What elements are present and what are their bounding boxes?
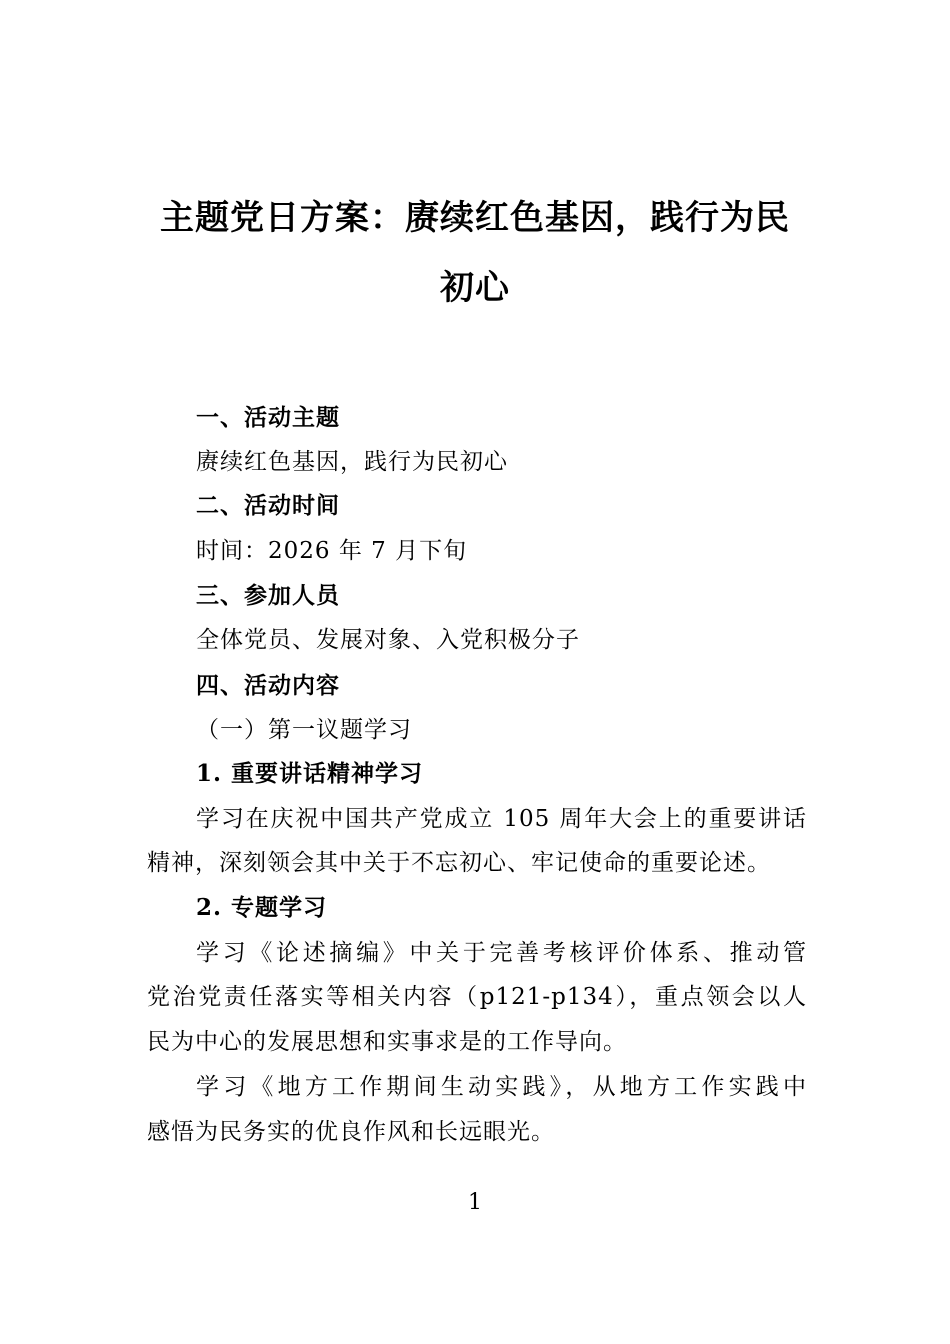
- section-heading-theme: 一、活动主题: [196, 405, 340, 431]
- section-heading-time: 二、活动时间: [196, 493, 340, 519]
- section-text-theme: 赓续红色基因，践行为民初心: [196, 449, 508, 475]
- item-heading-speech-study: 1. 重要讲话精神学习: [196, 760, 424, 787]
- section-heading-participants: 三、参加人员: [196, 583, 340, 609]
- paragraph-line: 民为中心的发展思想和实事求是的工作导向。: [147, 1029, 627, 1055]
- subsection-heading-first-topic: （一）第一议题学习: [196, 717, 412, 743]
- paragraph-line: 学习《论述摘编》中关于完善考核评价体系、推动管: [196, 940, 807, 966]
- section-heading-content: 四、活动内容: [196, 673, 340, 699]
- document-title-line-2: 初心: [440, 268, 510, 308]
- section-text-participants: 全体党员、发展对象、入党积极分子: [196, 627, 580, 653]
- paragraph-line: 精神，深刻领会其中关于不忘初心、牢记使命的重要论述。: [147, 850, 771, 876]
- page-number: 1: [468, 1190, 482, 1215]
- paragraph-line: 党治党责任落实等相关内容（p121-p134），重点领会以人: [147, 984, 807, 1010]
- paragraph-line: 学习在庆祝中国共产党成立 105 周年大会上的重要讲话: [196, 806, 807, 832]
- document-title-line-1: 主题党日方案：赓续红色基因，践行为民: [160, 198, 790, 238]
- paragraph-line: 感悟为民务实的优良作风和长远眼光。: [147, 1119, 555, 1145]
- item-heading-special-study: 2. 专题学习: [196, 894, 328, 921]
- section-text-time: 时间：2026 年 7 月下旬: [196, 538, 468, 564]
- paragraph-line: 学习《地方工作期间生动实践》，从地方工作实践中: [196, 1074, 807, 1100]
